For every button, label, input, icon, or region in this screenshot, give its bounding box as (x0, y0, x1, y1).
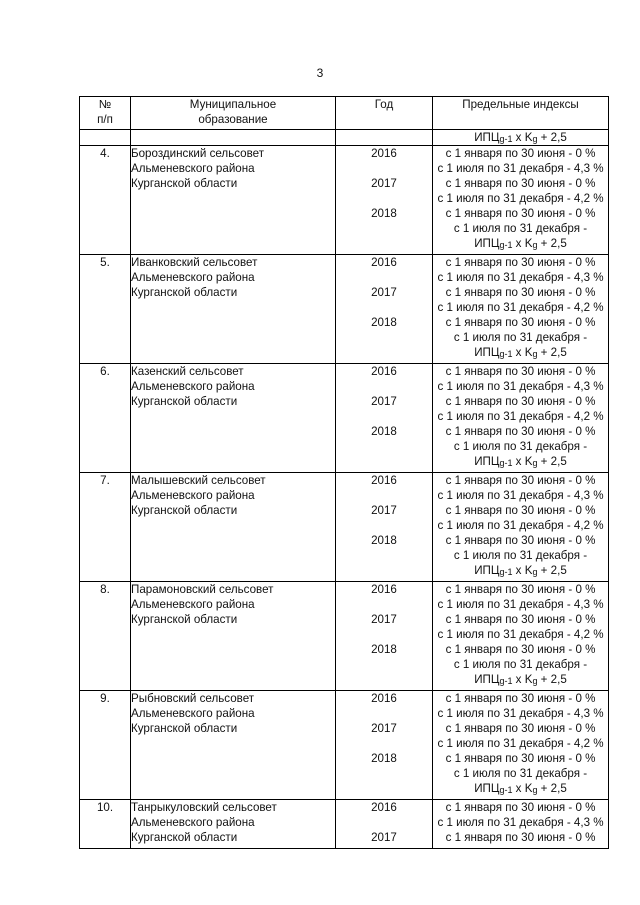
year-value (336, 270, 432, 285)
year-value (336, 300, 432, 315)
formula-tail: + 2,5 (537, 455, 567, 468)
index-line: с 1 июля по 31 декабря - (453, 440, 588, 453)
year-value: 2017 (371, 504, 397, 517)
municipality-line: Бороздинский сельсовет (131, 147, 265, 160)
index-line: с 1 июля по 31 декабря - 4,2 % (437, 192, 604, 205)
year-cell (336, 582, 433, 691)
year-value: 2016 (371, 692, 397, 705)
index-line: с 1 июля по 31 декабря - 4,3 % (437, 380, 604, 393)
year-value: 2018 (371, 643, 397, 656)
municipality-line: Танрыкуловский сельсовет (131, 801, 277, 814)
row-number: 8. (80, 582, 131, 691)
index-line: с 1 января по 30 июня - 0 % (445, 504, 596, 517)
index-line: с 1 января по 30 июня - 0 % (445, 316, 596, 329)
year-value (336, 191, 432, 206)
municipality-line: Альменевского района (131, 489, 255, 502)
indices-cell (433, 800, 609, 849)
formula-sub2: g (532, 567, 538, 577)
year-value: 2017 (371, 831, 397, 844)
formula-sub2: g (532, 240, 538, 250)
index-line: с 1 января по 30 июня - 0 % (445, 534, 596, 547)
municipality-line: Курганской области (131, 286, 238, 299)
indices-cell (433, 582, 609, 691)
municipality-cell (131, 582, 336, 691)
year-value: 2017 (371, 286, 397, 299)
index-line: с 1 июля по 31 декабря - 4,3 % (437, 598, 604, 611)
year-value: 2016 (371, 583, 397, 596)
formula-line (433, 130, 608, 145)
year-cell (336, 800, 433, 849)
index-line: с 1 января по 30 июня - 0 % (445, 722, 596, 735)
formula-main: ИПЦ (474, 564, 500, 577)
formula-sub2: g (532, 676, 538, 686)
formula-main: ИПЦ (474, 455, 500, 468)
year-cell (336, 473, 433, 582)
municipality-cell (131, 146, 336, 255)
index-line: с 1 января по 30 июня - 0 % (445, 147, 596, 160)
table-header-row (80, 97, 609, 130)
formula-sub1: g-1 (499, 567, 513, 577)
index-line: с 1 января по 30 июня - 0 % (445, 474, 596, 487)
year-value: 2018 (371, 534, 397, 547)
formula-sub1: g-1 (499, 349, 513, 359)
year-value (336, 736, 432, 751)
year-value: 2018 (371, 316, 397, 329)
index-line: с 1 января по 30 июня - 0 % (445, 801, 596, 814)
index-line: с 1 июля по 31 декабря - (453, 767, 588, 780)
year-value: 2017 (371, 395, 397, 408)
formula-mid: x K (512, 673, 533, 686)
row-number: 10. (80, 800, 131, 849)
index-line: с 1 января по 30 июня - 0 % (445, 395, 596, 408)
row-number: 5. (80, 255, 131, 364)
year-cell (336, 146, 433, 255)
formula-main: ИПЦ (474, 782, 500, 795)
municipality-line: Альменевского района (131, 816, 255, 829)
formula-main: ИПЦ (474, 237, 500, 250)
municipality-line: Курганской области (131, 177, 238, 190)
index-line: с 1 июля по 31 декабря - 4,2 % (437, 410, 604, 423)
index-line: с 1 июля по 31 декабря - 4,2 % (437, 737, 604, 750)
year-value: 2016 (371, 256, 397, 269)
cont-municipality-cell (131, 130, 336, 146)
index-line: с 1 июля по 31 декабря - 4,2 % (437, 301, 604, 314)
year-value: 2017 (371, 722, 397, 735)
index-line: с 1 января по 30 июня - 0 % (445, 177, 596, 190)
index-line: с 1 января по 30 июня - 0 % (445, 643, 596, 656)
municipality-line: Рыбновский сельсовет (131, 692, 255, 705)
header-municipality: Муниципальное образование (131, 97, 336, 130)
continuation-row (80, 130, 609, 146)
formula-line (433, 345, 608, 360)
formula-line (433, 563, 608, 578)
cont-year-cell (336, 130, 433, 146)
formula-sub1: g-1 (499, 785, 513, 795)
index-line: с 1 июля по 31 декабря - 4,3 % (437, 271, 604, 284)
municipality-line: Альменевского района (131, 380, 255, 393)
year-value (336, 627, 432, 642)
year-value: 2016 (371, 474, 397, 487)
formula-mid: x K (512, 346, 533, 359)
formula-line (433, 236, 608, 251)
municipality-line: Альменевского района (131, 598, 255, 611)
year-value (336, 706, 432, 721)
year-value (336, 409, 432, 424)
municipality-line: Иванковский сельсовет (131, 256, 258, 269)
index-line: с 1 января по 30 июня - 0 % (445, 365, 596, 378)
index-line: с 1 июля по 31 декабря - 4,3 % (437, 489, 604, 502)
index-line: с 1 июля по 31 декабря - 4,2 % (437, 628, 604, 641)
municipality-line: Курганской области (131, 722, 238, 735)
index-line: с 1 июля по 31 декабря - 4,3 % (437, 816, 604, 829)
municipality-cell (131, 800, 336, 849)
municipality-cell (131, 473, 336, 582)
table-row (80, 146, 609, 255)
indices-cell (433, 364, 609, 473)
municipality-cell (131, 255, 336, 364)
year-cell (336, 691, 433, 800)
formula-line (433, 781, 608, 796)
municipality-line: Альменевского района (131, 271, 255, 284)
row-number: 4. (80, 146, 131, 255)
index-line: с 1 июля по 31 декабря - 4,2 % (437, 519, 604, 532)
index-line: с 1 января по 30 июня - 0 % (445, 583, 596, 596)
municipality-cell (131, 364, 336, 473)
year-value: 2018 (371, 425, 397, 438)
formula-main: ИПЦ (474, 673, 500, 686)
header-year: Год (336, 97, 433, 130)
year-value: 2016 (371, 801, 397, 814)
formula-sub2: g (532, 134, 538, 144)
page-number: 3 (316, 66, 324, 80)
index-line: с 1 января по 30 июня - 0 % (445, 613, 596, 626)
cont-formula-cell (433, 130, 609, 146)
cont-num-cell (80, 130, 131, 146)
formula-sub1: g-1 (499, 676, 513, 686)
formula-tail: + 2,5 (537, 237, 567, 250)
formula-line (433, 454, 608, 469)
municipality-cell (131, 691, 336, 800)
index-line: с 1 января по 30 июня - 0 % (445, 425, 596, 438)
formula-mid: x K (512, 455, 533, 468)
municipality-line: Курганской области (131, 395, 238, 408)
table-row (80, 800, 609, 849)
municipality-line: Парамоновский сельсовет (131, 583, 274, 596)
year-value: 2016 (371, 365, 397, 378)
formula-sub2: g (532, 458, 538, 468)
year-value (336, 597, 432, 612)
municipality-line: Курганской области (131, 504, 238, 517)
formula-mid: x K (512, 564, 533, 577)
indices-cell (433, 473, 609, 582)
year-value (336, 518, 432, 533)
formula-sub1: g-1 (499, 134, 513, 144)
index-line: с 1 июля по 31 декабря - (453, 331, 588, 344)
index-line: с 1 января по 30 июня - 0 % (445, 286, 596, 299)
year-cell (336, 364, 433, 473)
formula-main: ИПЦ (474, 131, 500, 144)
limit-indices-table (79, 96, 609, 849)
formula-sub2: g (532, 785, 538, 795)
formula-tail: + 2,5 (537, 673, 567, 686)
year-value (336, 379, 432, 394)
year-value: 2016 (371, 147, 397, 160)
municipality-line: Альменевского района (131, 162, 255, 175)
index-line: с 1 января по 30 июня - 0 % (445, 692, 596, 705)
year-value: 2017 (371, 177, 397, 190)
header-num: № п/п (80, 97, 131, 130)
formula-line (433, 672, 608, 687)
index-line: с 1 января по 30 июня - 0 % (445, 831, 596, 844)
indices-cell (433, 146, 609, 255)
formula-tail: + 2,5 (537, 564, 567, 577)
municipality-line: Малышевский сельсовет (131, 474, 266, 487)
formula-mid: x K (512, 131, 533, 144)
table-row (80, 582, 609, 691)
municipality-line: Курганской области (131, 831, 238, 844)
table-row (80, 255, 609, 364)
formula-tail: + 2,5 (537, 131, 567, 144)
year-cell (336, 255, 433, 364)
year-value: 2017 (371, 613, 397, 626)
municipality-line: Альменевского района (131, 707, 255, 720)
municipality-line: Казенский сельсовет (131, 365, 244, 378)
formula-tail: + 2,5 (537, 346, 567, 359)
formula-sub1: g-1 (499, 240, 513, 250)
year-value (336, 161, 432, 176)
year-value (336, 488, 432, 503)
index-line: с 1 июля по 31 декабря - 4,3 % (437, 707, 604, 720)
municipality-line: Курганской области (131, 613, 238, 626)
row-number: 7. (80, 473, 131, 582)
table-row (80, 473, 609, 582)
index-line: с 1 июля по 31 декабря - 4,3 % (437, 162, 604, 175)
formula-mid: x K (512, 237, 533, 250)
formula-main: ИПЦ (474, 346, 500, 359)
formula-mid: x K (512, 782, 533, 795)
index-line: с 1 июля по 31 декабря - (453, 658, 588, 671)
year-value: 2018 (371, 752, 397, 765)
indices-cell (433, 255, 609, 364)
index-line: с 1 июля по 31 декабря - (453, 222, 588, 235)
table-row (80, 364, 609, 473)
indices-cell (433, 691, 609, 800)
index-line: с 1 января по 30 июня - 0 % (445, 207, 596, 220)
year-value: 2018 (371, 207, 397, 220)
row-number: 9. (80, 691, 131, 800)
index-line: с 1 июля по 31 декабря - (453, 549, 588, 562)
header-indices: Предельные индексы (433, 97, 609, 130)
index-line: с 1 января по 30 июня - 0 % (445, 752, 596, 765)
table-row (80, 691, 609, 800)
row-number: 6. (80, 364, 131, 473)
formula-sub2: g (532, 349, 538, 359)
formula-tail: + 2,5 (537, 782, 567, 795)
year-value (336, 815, 432, 830)
index-line: с 1 января по 30 июня - 0 % (445, 256, 596, 269)
formula-sub1: g-1 (499, 458, 513, 468)
